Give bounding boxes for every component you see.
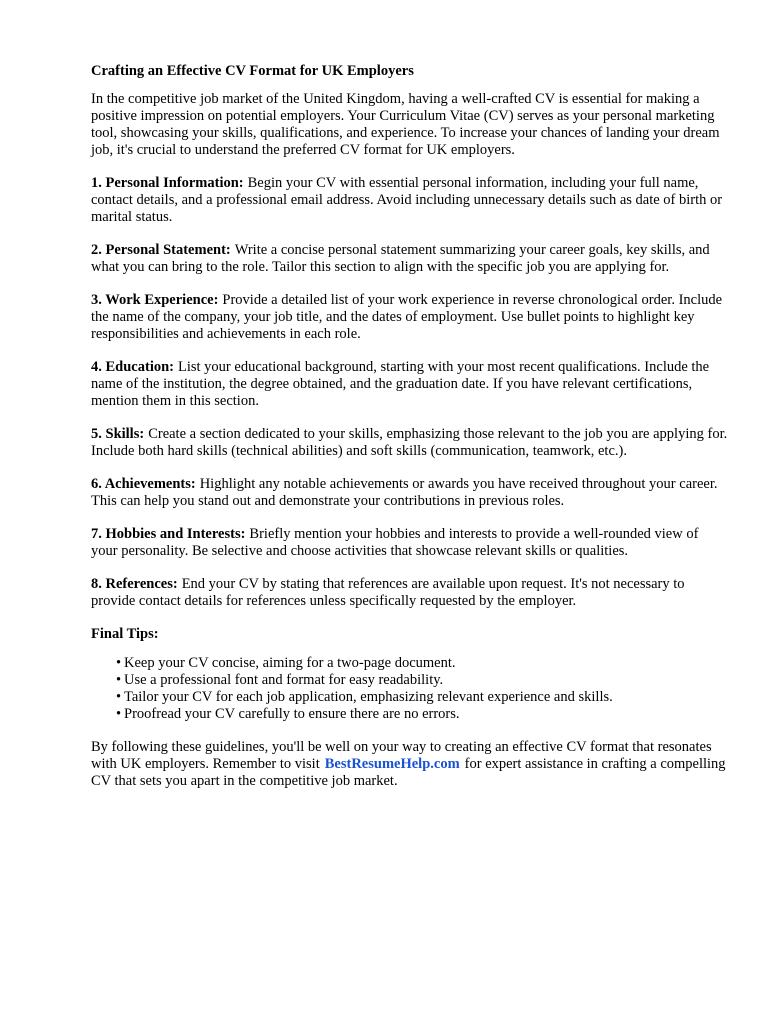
tip-text: Keep your CV concise, aiming for a two-page document. [124,655,456,671]
document-title: Crafting an Effective CV Format for UK Employers [91,63,414,79]
final-tips-heading: Final Tips: [91,626,159,642]
tips-list [91,655,728,723]
section-body: End your CV by stating that references are available upon request. It's not necessary to provide contact details for references unless specifically requested by the employer. [91,576,685,609]
tip-text: Use a professional font and format for easy readability. [124,672,444,688]
bullet-icon: • [116,655,122,671]
section-heading: 6. Achievements: [91,476,196,492]
section-skills [91,426,728,460]
section-body: Write a concise personal statement summarizing your career goals, key skills, and what you can bring to the role. Tailor this section to align with the specific job you are applying for. [91,242,710,275]
bullet-icon: • [116,706,122,722]
section-hobbies-interests [91,526,728,560]
section-body: Provide a detailed list of your work experience in reverse chronological order. Include the name of the company, your job title, and the dates of employment. Use bullet points to highlight key responsibilities and achievements in each role. [91,292,723,342]
section-achievements [91,476,728,510]
closing-paragraph [91,739,728,790]
section-body: Briefly mention your hobbies and interests to provide a well-rounded view of your personality. Be selective and choose activities that showcase relevant skills or qualities. [91,526,699,559]
list-item [116,689,728,706]
section-personal-information [91,175,728,226]
section-body: Create a section dedicated to your skills, emphasizing those relevant to the job you are applying for. Include both hard skills (technical abilities) and soft skills (communication, teamwork, etc.). [91,426,728,459]
closing-text-before: By following these guidelines, you'll be well on your way to creating an effective CV format that resonates with UK employers. Remember to visit [91,739,712,772]
section-education [91,359,728,410]
intro-paragraph: In the competitive job market of the United Kingdom, having a well-crafted CV is essential for making a positive impression on potential employers. Your Curriculum Vitae (CV) serves as your personal marketing tool, showcasing your skills, qualifications, and experience. To increase your chances of landing your dream job, it's crucial to understand the preferred CV format for UK employers. [91,91,720,158]
closing-text-after: for expert assistance in crafting a compelling CV that sets you apart in the competitive job market. [91,756,726,789]
section-heading: 7. Hobbies and Interests: [91,526,246,542]
bestresumehelp-link[interactable]: BestResumeHelp.com [324,756,460,772]
bullet-icon: • [116,672,122,688]
section-heading: 3. Work Experience: [91,292,219,308]
section-heading: 1. Personal Information: [91,175,244,191]
tip-text: Proofread your CV carefully to ensure there are no errors. [124,706,460,722]
bullet-icon: • [116,689,122,705]
section-heading: 8. References: [91,576,178,592]
tip-text: Tailor your CV for each job application, emphasizing relevant experience and skills. [124,689,613,705]
list-item [116,655,728,672]
section-heading: 2. Personal Statement: [91,242,231,258]
section-heading: 4. Education: [91,359,174,375]
section-body: Highlight any notable achievements or awards you have received throughout your career. This can help you stand out and demonstrate your contributions in previous roles. [91,476,718,509]
section-personal-statement [91,242,728,276]
section-work-experience [91,292,728,343]
section-body: Begin your CV with essential personal information, including your full name, contact details, and a professional email address. Avoid including unnecessary details such as date of birth or marital status. [91,175,723,225]
section-heading: 5. Skills: [91,426,145,442]
list-item [116,706,728,723]
list-item [116,672,728,689]
section-references [91,576,728,610]
section-body: List your educational background, starting with your most recent qualifications. Include the name of the institution, the degree obtained, and the graduation date. If you have relevant certifications, mention them in this section. [91,359,710,409]
